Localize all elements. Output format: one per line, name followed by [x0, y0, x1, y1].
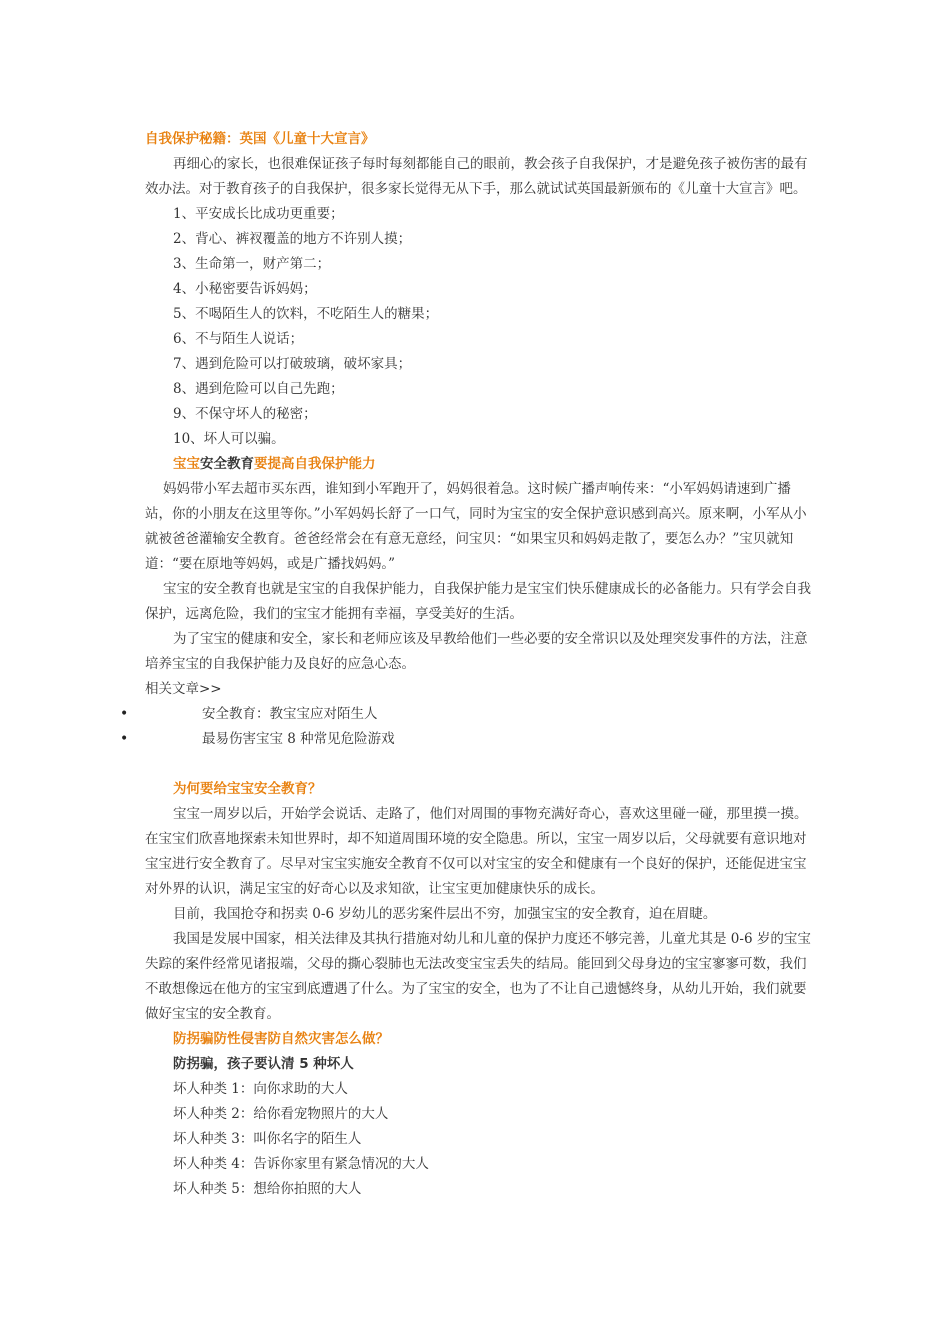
section4-subtitle: 防拐骗，孩子要认清 5 种坏人 — [173, 1056, 354, 1072]
section3-para3: 我国是发展中国家，相关法律及其执行措施对幼儿和儿童的保护力度还不够完善，儿童尤其是 0-6 岁的宝宝失踪的案件经常见诸报端，父母的撕心裂肺也无法改变宝宝丢失的结局。能回到父母身边的宝宝寥寥可数，我们不敢想像远在他方的宝宝到底遭遇了什么。为了宝宝的安全，也为了不让自己遗憾终身，从幼儿开始，我们就要做好宝宝的安全教育。 — [145, 931, 811, 1022]
section2-title — [145, 452, 815, 477]
list-item: 坏人种类 4：告诉你家里有紧急情况的大人 — [173, 1156, 429, 1172]
section1-title: 自我保护秘籍：英国《儿童十大宣言》 — [145, 131, 375, 147]
related-article-link[interactable]: • 最易伤害宝宝 8 种常见危险游戏 — [145, 727, 815, 752]
list-item: 8、遇到危险可以自己先跑； — [173, 381, 344, 397]
section3-para1: 宝宝一周岁以后，开始学会说话、走路了，他们对周围的事物充满好奇心，喜欢这里碰一碰，那里摸一摸。在宝宝们欣喜地探索未知世界时，却不知道周围环境的安全隐患。所以，宝宝一周岁以后，父母就要有意识地对宝宝进行安全教育了。尽早对宝宝实施安全教育不仅可以对宝宝的安全和健康有一个良好的保护，还能促进宝宝对外界的认识，满足宝宝的好奇心以及求知欲，让宝宝更加健康快乐的成长。 — [145, 806, 808, 897]
section2-title-link[interactable]: 安全教育 — [200, 456, 254, 472]
related-articles-label: 相关文章>> — [145, 681, 222, 697]
list-item: 坏人种类 1：向你求助的大人 — [173, 1081, 348, 1097]
bad-people-list — [145, 1077, 815, 1202]
list-item: 3、生命第一，财产第二； — [173, 256, 331, 272]
list-item: 2、背心、裤衩覆盖的地方不许别人摸； — [173, 231, 412, 247]
list-item: 1、平安成长比成功更重要； — [173, 206, 344, 222]
section3-title: 为何要给宝宝安全教育？ — [173, 781, 322, 797]
list-item: 5、不喝陌生人的饮料，不吃陌生人的糖果； — [173, 306, 439, 322]
list-item: 4、小秘密要告诉妈妈； — [173, 281, 317, 297]
related-article-link[interactable]: • 安全教育：教宝宝应对陌生人 — [145, 702, 815, 727]
section2-para2: 宝宝的安全教育也就是宝宝的自我保护能力，自我保护能力是宝宝们快乐健康成长的必备能力。只有学会自我保护，远离危险，我们的宝宝才能拥有幸福，享受美好的生活。 — [145, 581, 811, 622]
declaration-list — [145, 202, 815, 452]
list-item: 6、不与陌生人说话； — [173, 331, 304, 347]
section3-para2: 目前，我国抢夺和拐卖 0-6 岁幼儿的恶劣案件层出不穷，加强宝宝的安全教育，迫在眉睫。 — [173, 906, 717, 922]
list-item: 坏人种类 5：想给你拍照的大人 — [173, 1181, 362, 1197]
section2-para3: 为了宝宝的健康和安全，家长和老师应该及早教给他们一些必要的安全常识以及处理突发事件的方法，注意培养宝宝的自我保护能力及良好的应急心态。 — [145, 631, 808, 672]
related-articles-list — [145, 702, 815, 752]
section4-title: 防拐骗防性侵害防自然灾害怎么做？ — [173, 1031, 389, 1047]
list-item: 7、遇到危险可以打破玻璃，破坏家具； — [173, 356, 412, 372]
section1-intro: 再细心的家长，也很难保证孩子每时每刻都能自己的眼前，教会孩子自我保护，才是避免孩子被伤害的最有效办法。对于教育孩子的自我保护，很多家长觉得无从下手，那么就试试英国最新颁布的《儿童十大宣言》吧。 — [145, 156, 808, 197]
document-page — [145, 127, 815, 1202]
section2-title-part3: 要提高自我保护能力 — [254, 456, 376, 472]
spacer — [145, 752, 815, 777]
list-item: 坏人种类 2：给你看宠物照片的大人 — [173, 1106, 389, 1122]
list-item: 坏人种类 3：叫你名字的陌生人 — [173, 1131, 362, 1147]
section2-para1: 妈妈带小军去超市买东西，谁知到小军跑开了，妈妈很着急。这时候广播声响传来：“小军妈妈请速到广播站，你的小朋友在这里等你。”小军妈妈长舒了一口气，同时为宝宝的安全保护意识感到高兴。原来啊，小军从小就被爸爸灌输安全教育。爸爸经常会在有意无意经，问宝贝：“如果宝贝和妈妈走散了，要怎么办？”宝贝就知道：“要在原地等妈妈，或是广播找妈妈。” — [145, 481, 807, 572]
list-item: 10、坏人可以骗。 — [173, 431, 285, 447]
section2-title-part1: 宝宝 — [173, 456, 200, 472]
list-item: 9、不保守坏人的秘密； — [173, 406, 317, 422]
